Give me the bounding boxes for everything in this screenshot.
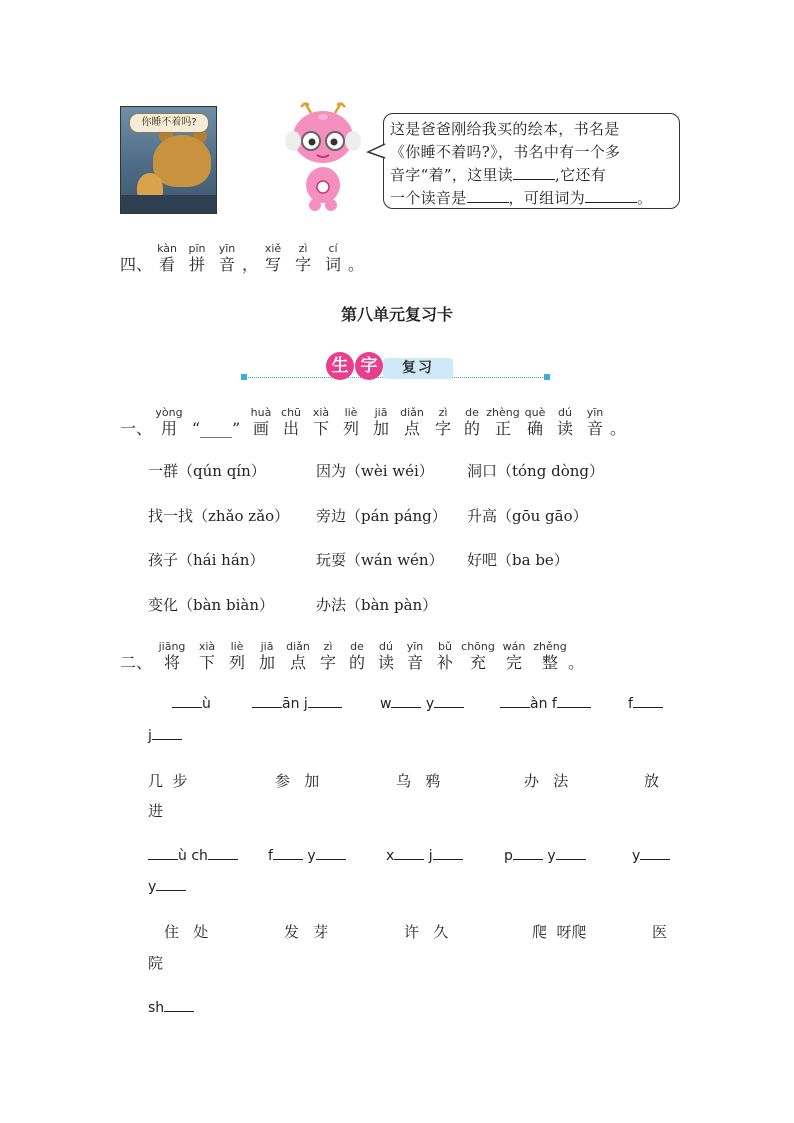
pinyin-char xyxy=(258,242,288,275)
pinyin-text: zì xyxy=(438,406,448,419)
pinyin-char xyxy=(400,640,430,673)
hanzi-text: “____” xyxy=(191,419,241,438)
pinyin-char xyxy=(246,406,276,439)
hanzi-text: 的 xyxy=(349,653,366,672)
pinyin-text: xiě xyxy=(264,242,282,255)
answer-blank[interactable] xyxy=(252,694,282,708)
pinyin-char xyxy=(550,406,580,439)
pinyin-text xyxy=(610,406,626,419)
word-item: 发 芽 xyxy=(284,923,329,941)
pinyin-char xyxy=(306,406,336,439)
hanzi-text: 。 xyxy=(348,255,365,274)
hanzi-text: 整 xyxy=(542,653,559,672)
banner-ribbon: 复习 xyxy=(383,358,453,379)
hanzi-text: 加 xyxy=(259,653,276,672)
pinyin-char xyxy=(212,242,242,275)
pinyin-fill: x j xyxy=(386,846,463,864)
hanzi-text: 的 xyxy=(464,419,481,438)
pinyin-text xyxy=(242,242,258,255)
pinyin-text: jiā xyxy=(374,406,388,419)
pinyin-char xyxy=(152,242,182,275)
pinyin-fill: ù ch xyxy=(148,846,238,864)
pinyin-char xyxy=(580,406,610,439)
pinyin-char xyxy=(486,406,520,439)
bubble-line-4: 一个读音是 ，可组词为 。 xyxy=(390,189,653,207)
section-4-heading xyxy=(120,242,364,275)
pinyin-char xyxy=(222,640,252,673)
pinyin-char xyxy=(242,242,258,275)
pinyin-text: wán xyxy=(502,640,526,653)
hanzi-text: 将 xyxy=(164,653,181,672)
pinyin-char xyxy=(366,406,396,439)
banner-square-icon xyxy=(544,374,550,380)
pinyin-char xyxy=(396,406,428,439)
answer-blank[interactable] xyxy=(391,694,421,708)
pinyin-char xyxy=(460,640,496,673)
choice-item[interactable]: 升高（gōu gāo） xyxy=(467,507,588,525)
hanzi-text: 音 xyxy=(587,419,604,438)
answer-blank[interactable] xyxy=(148,846,178,860)
pinyin-fill: f y xyxy=(268,846,346,864)
pinyin-fill: àn f xyxy=(500,694,591,712)
hanzi-text: 字 xyxy=(320,653,337,672)
pinyin-text: dú xyxy=(379,640,393,653)
pinyin-char xyxy=(318,242,348,275)
pinyin-text: pīn xyxy=(188,242,206,255)
pinyin-char xyxy=(152,640,192,673)
answer-blank[interactable] xyxy=(633,694,663,708)
pinyin-char xyxy=(496,640,532,673)
pinyin-text: diǎn xyxy=(286,640,310,653)
answer-blank[interactable] xyxy=(156,877,186,891)
pinyin-char xyxy=(186,406,246,439)
hanzi-text: 。 xyxy=(610,419,627,438)
banner-square-icon xyxy=(241,374,247,380)
pinyin-char xyxy=(428,406,458,439)
answer-blank[interactable] xyxy=(164,998,194,1012)
answer-blank[interactable] xyxy=(172,694,202,708)
answer-blank[interactable] xyxy=(316,846,346,860)
pinyin-text: dú xyxy=(558,406,572,419)
book-cover-image xyxy=(120,106,217,214)
answer-blank[interactable] xyxy=(433,846,463,860)
pinyin-text: liè xyxy=(230,640,244,653)
hanzi-text: 正 xyxy=(495,419,512,438)
word-item: 爬 呀爬 xyxy=(532,923,587,941)
question-prefix: 一、 xyxy=(120,419,153,438)
pinyin-char xyxy=(192,640,222,673)
pinyin-char xyxy=(288,242,318,275)
question-1-heading xyxy=(120,406,626,439)
choice-item[interactable]: 玩耍（wán wén） xyxy=(316,551,444,569)
hanzi-text: 看 xyxy=(159,255,176,274)
pinyin-char xyxy=(276,406,306,439)
bubble-line-1: 这是爸爸刚给我买的绘本，书名是 xyxy=(390,120,620,138)
banner-circle: 字 xyxy=(355,352,383,380)
hanzi-text: 列 xyxy=(343,419,360,438)
pinyin-text xyxy=(186,406,246,419)
word-item: 院 xyxy=(148,954,164,972)
pinyin-text: zì xyxy=(323,640,333,653)
pinyin-char xyxy=(348,242,364,275)
answer-blank[interactable] xyxy=(394,846,424,860)
bubble-line-2: 《你睡不着吗?》，书名中有一个多 xyxy=(390,143,621,161)
choice-item[interactable]: 因为（wèi wéi） xyxy=(316,462,434,480)
answer-blank[interactable] xyxy=(208,846,238,860)
question-prefix: 二、 xyxy=(120,653,153,672)
hanzi-text: 词 xyxy=(325,255,342,274)
pinyin-char xyxy=(336,406,366,439)
hanzi-text: ， xyxy=(242,255,259,274)
choice-item[interactable]: 一群（qún qín） xyxy=(148,462,266,480)
pinyin-text: chū xyxy=(281,406,302,419)
pinyin-text: zhèng xyxy=(486,406,520,419)
pinyin-text: xià xyxy=(312,406,330,419)
word-item: 几 步 xyxy=(148,772,188,790)
hanzi-text: 完 xyxy=(506,653,523,672)
hanzi-text: 充 xyxy=(470,653,487,672)
choice-item[interactable]: 找一找（zhǎo zǎo） xyxy=(148,507,290,525)
pinyin-char xyxy=(610,406,626,439)
word-item: 办 法 xyxy=(524,772,569,790)
pinyin-text: bǔ xyxy=(438,640,452,653)
answer-blank[interactable] xyxy=(308,694,342,708)
pinyin-fill: ān j xyxy=(252,694,342,712)
pinyin-fill: p y xyxy=(504,846,586,864)
hanzi-text: 字 xyxy=(435,419,452,438)
answer-blank[interactable] xyxy=(273,846,303,860)
bubble-line-3: 音字“着”，这里读 ,它还有 xyxy=(390,166,607,184)
pinyin-fill: f xyxy=(628,694,663,712)
pinyin-text: zhěng xyxy=(533,640,567,653)
pinyin-text: kàn xyxy=(157,242,177,255)
word-item: 许 久 xyxy=(404,923,449,941)
question-2-heading xyxy=(120,640,584,673)
hanzi-text: 写 xyxy=(265,255,282,274)
hanzi-text: 点 xyxy=(404,419,421,438)
choice-item[interactable]: 洞口（tóng dòng） xyxy=(467,462,604,480)
pinyin-char xyxy=(568,640,584,673)
pinyin-text: diǎn xyxy=(400,406,424,419)
hanzi-text: 下 xyxy=(199,653,216,672)
word-item: 乌 鸦 xyxy=(396,772,441,790)
pinyin-text: cí xyxy=(328,242,338,255)
word-item: 住 处 xyxy=(164,923,209,941)
hanzi-text: 画 xyxy=(253,419,270,438)
pinyin-text: xià xyxy=(198,640,216,653)
answer-blank[interactable] xyxy=(513,846,543,860)
hanzi-text: 加 xyxy=(373,419,390,438)
hanzi-text: 下 xyxy=(313,419,330,438)
choice-item[interactable]: 办法（bàn pàn） xyxy=(316,596,438,614)
hanzi-text: 。 xyxy=(568,653,585,672)
choice-item[interactable]: 好吧（ba be） xyxy=(467,551,569,569)
pinyin-text: yòng xyxy=(155,406,183,419)
hanzi-text: 补 xyxy=(437,653,454,672)
word-item: 放 xyxy=(644,772,660,790)
pinyin-char xyxy=(152,406,186,439)
hanzi-text: 确 xyxy=(527,419,544,438)
answer-blank[interactable] xyxy=(640,846,670,860)
hanzi-text: 点 xyxy=(290,653,307,672)
pinyin-text: yīn xyxy=(586,406,604,419)
answer-blank[interactable] xyxy=(152,726,182,740)
pinyin-fill: w y xyxy=(380,694,464,712)
pinyin-text xyxy=(348,242,364,255)
pinyin-fill: y xyxy=(148,877,186,895)
pinyin-char xyxy=(520,406,550,439)
answer-blank[interactable] xyxy=(434,694,464,708)
answer-blank[interactable] xyxy=(500,694,530,708)
banner-circle: 生 xyxy=(326,352,354,380)
hanzi-text: 用 xyxy=(161,419,178,438)
pinyin-text: de xyxy=(465,406,479,419)
big-bear-illustration xyxy=(153,135,211,187)
pinyin-char xyxy=(314,640,342,673)
pinyin-fill: j xyxy=(148,726,182,744)
answer-blank[interactable] xyxy=(467,188,509,203)
answer-blank[interactable] xyxy=(513,165,555,180)
pinyin-fill: ù xyxy=(172,694,211,712)
page-title: 第八单元复习卡 xyxy=(340,305,453,324)
pinyin-text: què xyxy=(524,406,546,419)
bed-illustration xyxy=(121,195,216,213)
pinyin-char xyxy=(430,640,460,673)
pinyin-char xyxy=(282,640,314,673)
section-prefix: 四、 xyxy=(120,255,153,274)
pinyin-text xyxy=(568,640,584,653)
word-item: 参 加 xyxy=(275,772,320,790)
pinyin-text: yīn xyxy=(218,242,236,255)
pinyin-text: jiāng xyxy=(158,640,186,653)
cover-title: 你睡不着吗? xyxy=(129,113,209,133)
pinyin-char xyxy=(342,640,372,673)
pinyin-text: zì xyxy=(298,242,308,255)
pinyin-text: huà xyxy=(250,406,272,419)
pinyin-char xyxy=(532,640,568,673)
pinyin-fill: sh xyxy=(148,998,194,1016)
answer-blank[interactable] xyxy=(557,694,591,708)
hanzi-text: 拼 xyxy=(189,255,206,274)
choice-item[interactable]: 孩子（hái hán） xyxy=(148,551,265,569)
hanzi-text: 读 xyxy=(557,419,574,438)
choice-item[interactable]: 旁边（pán páng） xyxy=(316,507,447,525)
pinyin-char xyxy=(458,406,486,439)
answer-blank[interactable] xyxy=(585,188,637,203)
mascot-character-icon xyxy=(283,101,363,213)
hanzi-text: 读 xyxy=(378,653,395,672)
pinyin-char xyxy=(252,640,282,673)
pinyin-text: chōng xyxy=(461,640,495,653)
pinyin-fill: y xyxy=(632,846,670,864)
hanzi-text: 音 xyxy=(407,653,424,672)
hanzi-text: 列 xyxy=(229,653,246,672)
pinyin-text: yīn xyxy=(406,640,424,653)
pinyin-char xyxy=(182,242,212,275)
hanzi-text: 音 xyxy=(219,255,236,274)
pinyin-text: liè xyxy=(344,406,358,419)
pinyin-char xyxy=(372,640,400,673)
choice-item[interactable]: 变化（bàn biàn） xyxy=(148,596,274,614)
pinyin-text: jiā xyxy=(260,640,274,653)
speech-bubble xyxy=(383,113,680,209)
answer-blank[interactable] xyxy=(556,846,586,860)
hanzi-text: 字 xyxy=(295,255,312,274)
bubble-pointer xyxy=(366,142,386,162)
pinyin-text: de xyxy=(350,640,364,653)
hanzi-text: 出 xyxy=(283,419,300,438)
word-item: 医 xyxy=(652,923,668,941)
word-item: 进 xyxy=(148,802,164,820)
